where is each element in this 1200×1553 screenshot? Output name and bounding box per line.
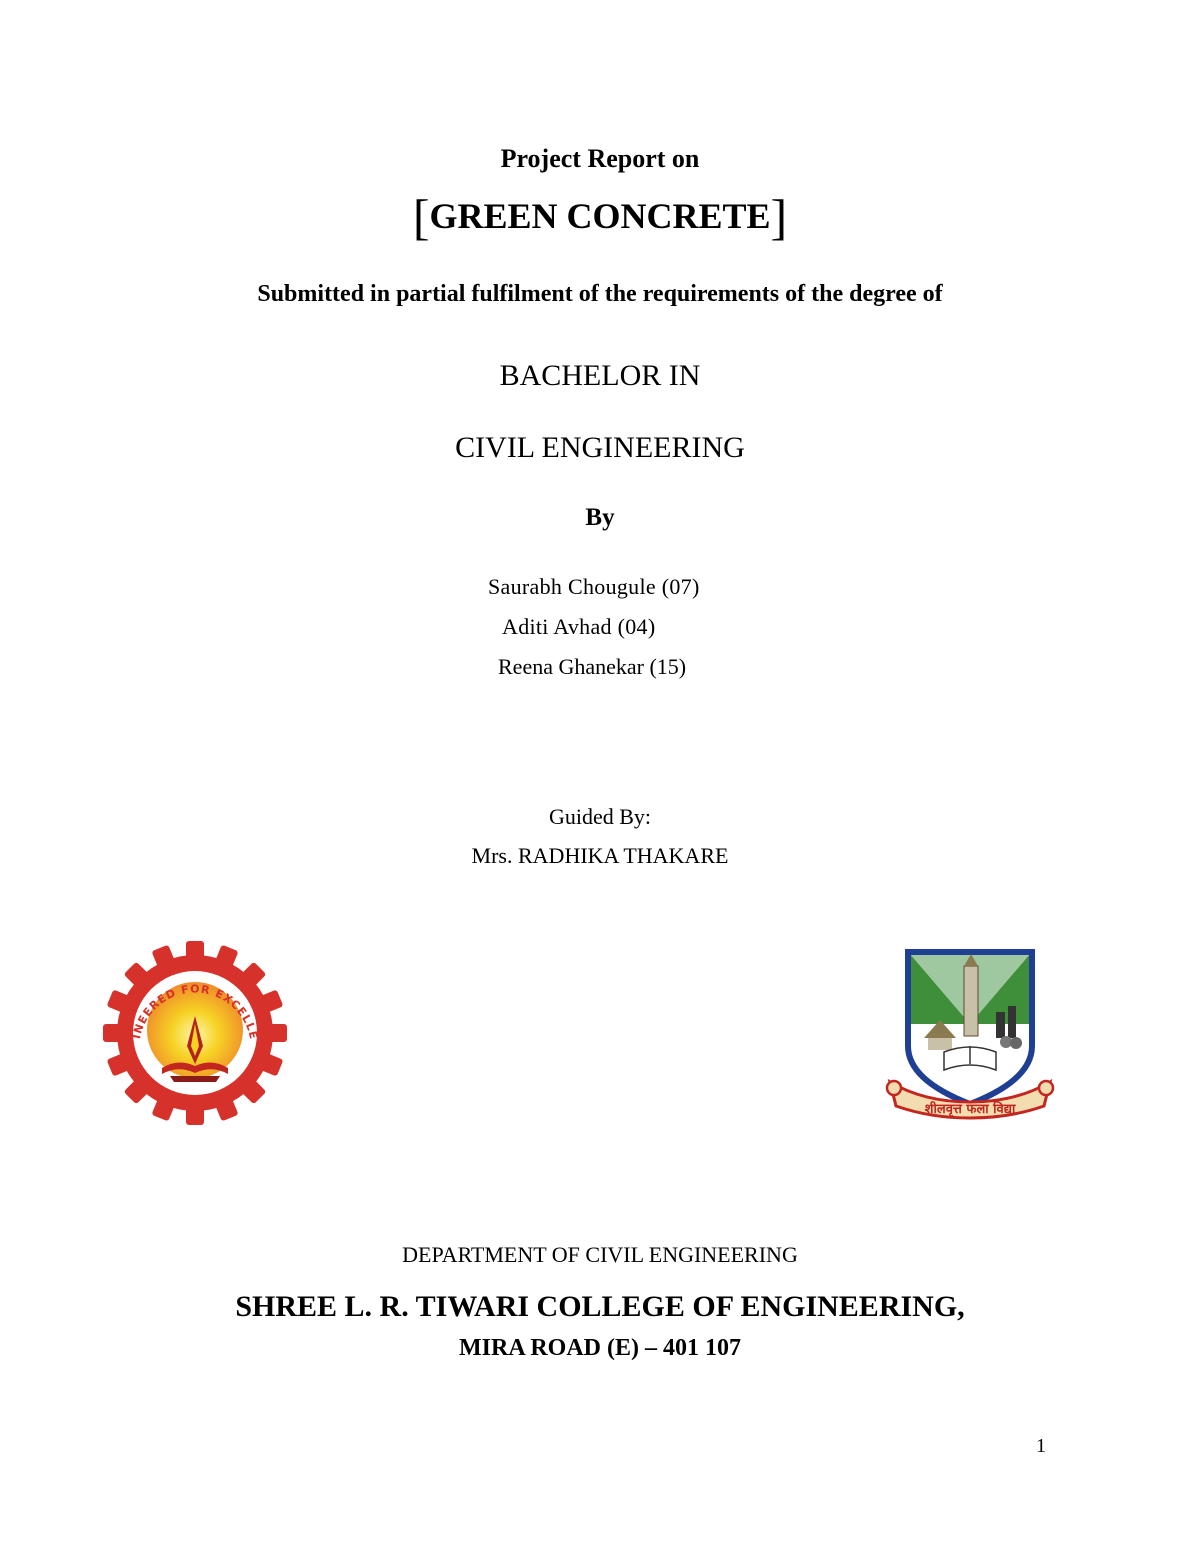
college-name: SHREE L. R. TIWARI COLLEGE OF ENGINEERING, [235, 1290, 965, 1323]
page-number: 1 [1036, 1435, 1046, 1457]
degree-line-2: CIVIL ENGINEERING [455, 431, 745, 464]
department-name: DEPARTMENT OF CIVIL ENGINEERING [402, 1242, 798, 1267]
university-crest-icon [884, 942, 1056, 1124]
student-name: Reena Ghanekar (15) [498, 654, 687, 679]
student-name: Aditi Avhad (04) [502, 614, 656, 639]
submission-statement: Submitted in partial fulfilment of the requirements of the degree of [257, 281, 943, 307]
student-name: Saurabh Chougule (07) [488, 574, 700, 599]
gear-logo-icon [100, 938, 290, 1128]
report-title [0, 189, 1200, 245]
svg-text:ENGINEERED FOR EXCELLENCE: INEERED FOR EXCELLE [129, 982, 261, 1041]
svg-text:शीलवृत्त फला विद्या: शीलवृत्त फला विद्या [924, 1102, 1016, 1117]
title-close-bracket: ] [770, 189, 788, 245]
title-text: GREEN CONCRETE [429, 196, 771, 236]
guide-name: Mrs. RADHIKA THAKARE [471, 843, 729, 868]
guided-by-label: Guided By: [548, 804, 652, 829]
college-address: MIRA ROAD (E) – 401 107 [459, 1335, 741, 1361]
college-logo [100, 938, 290, 1128]
report-subtitle: Project Report on [500, 144, 700, 173]
title-open-bracket: [ [412, 189, 430, 245]
by-label: By [585, 504, 615, 531]
degree-line-1: BACHELOR IN [499, 359, 701, 392]
university-crest [884, 942, 1056, 1124]
